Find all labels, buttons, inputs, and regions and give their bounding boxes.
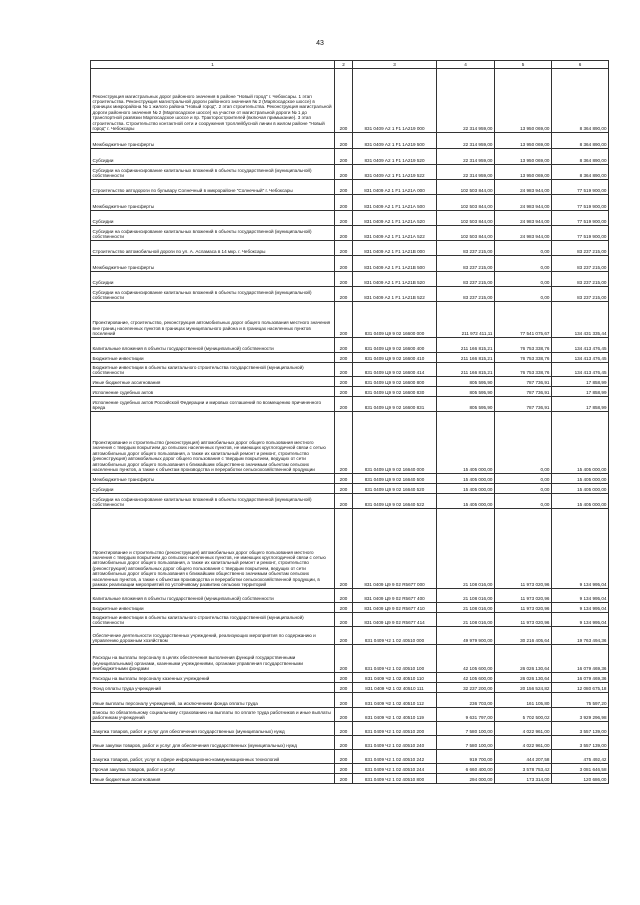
row-grbs: 200 <box>335 708 353 722</box>
row-executed: 161 105,80 <box>495 693 552 708</box>
row-name: Субсидии <box>91 272 335 287</box>
row-name: Исполнение судебных актов <box>91 387 335 397</box>
row-executed: 76 753 338,76 <box>495 338 552 353</box>
table-row <box>91 673 609 683</box>
row-name: Проектирование и строительство (реконструкция) автомобильных дорог общего пользования местного значения с твердым покрытием до сельских населенных пунктов, не имеющих круглогодичной связи с сетью автомобильных дорог общего пользования, а также их капитальный ремонт и ремонт, строительство (реконструкция) автомобильных дорог общего пользования с твердым покрытием, ведущих от сети автомобильных дорог общего пользования к ближайшим общественно значимым объектам сельских населенных пунктов, а также к объектам производства и переработки сельскохозяйственной продукции, в рамках реализации мероприятий по устойчивому развитию сельских территорий <box>91 509 335 589</box>
row-remaining: 3 557 139,00 <box>552 736 609 750</box>
row-grbs: 200 <box>335 195 353 211</box>
row-planned: 919 700,00 <box>437 750 495 764</box>
row-planned: 83 237 215,00 <box>437 272 495 287</box>
row-name: Иные выплаты персоналу учреждений, за исключением фонда оплаты труда <box>91 693 335 708</box>
column-header: 2 <box>335 61 353 69</box>
row-name: Межбюджетные трансферты <box>91 195 335 211</box>
row-planned: 21 108 016,00 <box>437 589 495 603</box>
row-planned: 49 979 900,00 <box>437 627 495 645</box>
row-executed: 13 950 069,00 <box>495 69 552 133</box>
table-row <box>91 272 609 287</box>
row-code: 831 0409 Ц9 9 02 16600 400 <box>353 338 437 353</box>
row-code: 831 0409 Ц9 9 02 16640 522 <box>353 494 437 509</box>
row-name: Взносы по обязательному социальному страхованию на выплаты по оплате труда работников и иные выплаты работникам учреждений <box>91 708 335 722</box>
row-remaining: 75 597,20 <box>552 693 609 708</box>
row-grbs: 200 <box>335 377 353 387</box>
row-remaining: 77 519 900,00 <box>552 180 609 195</box>
row-code: 831 0409 А2 1 F1 1А21В 522 <box>353 287 437 302</box>
row-planned: 211 166 815,21 <box>437 338 495 353</box>
row-remaining: 15 405 000,00 <box>552 494 609 509</box>
row-grbs: 200 <box>335 683 353 693</box>
row-planned: 22 314 959,00 <box>437 165 495 180</box>
row-remaining: 120 686,00 <box>552 774 609 784</box>
row-code: 831 0409 Ц9 9 02 16600 414 <box>353 363 437 377</box>
row-executed: 0,00 <box>495 412 552 474</box>
row-grbs: 200 <box>335 764 353 774</box>
row-grbs: 200 <box>335 774 353 784</box>
table-row <box>91 774 609 784</box>
row-remaining: 3 081 646,58 <box>552 764 609 774</box>
row-remaining: 19 763 494,36 <box>552 627 609 645</box>
row-grbs: 200 <box>335 165 353 180</box>
row-planned: 22 314 959,00 <box>437 69 495 133</box>
row-code: 831 0409 А2 1 F1 1А219 000 <box>353 69 437 133</box>
row-grbs: 200 <box>335 133 353 149</box>
row-planned: 22 314 959,00 <box>437 133 495 149</box>
row-grbs: 200 <box>335 272 353 287</box>
row-grbs: 200 <box>335 363 353 377</box>
row-executed: 77 541 075,67 <box>495 302 552 338</box>
table-row <box>91 338 609 353</box>
row-name: Субсидии <box>91 149 335 165</box>
row-code: 831 0409 Ц9 9 02 R5677 410 <box>353 603 437 613</box>
row-code: 831 0409 Ч2 1 02 40510 112 <box>353 693 437 708</box>
row-code: 831 0409 Ц9 9 02 16600 800 <box>353 377 437 387</box>
row-executed: 787 736,91 <box>495 387 552 397</box>
row-remaining: 3 929 296,98 <box>552 708 609 722</box>
row-remaining: 77 519 900,00 <box>552 195 609 211</box>
row-remaining: 3 557 139,00 <box>552 722 609 736</box>
row-planned: 83 237 215,00 <box>437 287 495 302</box>
row-remaining: 83 237 215,00 <box>552 272 609 287</box>
header-row <box>91 61 609 69</box>
row-grbs: 200 <box>335 693 353 708</box>
row-executed: 13 950 069,00 <box>495 133 552 149</box>
row-code: 831 0409 А2 1 F1 1А21А 520 <box>353 211 437 226</box>
row-grbs: 200 <box>335 387 353 397</box>
table-row <box>91 484 609 494</box>
row-executed: 0,00 <box>495 474 552 484</box>
table-row <box>91 287 609 302</box>
column-header: 3 <box>353 61 437 69</box>
row-executed: 76 753 338,76 <box>495 353 552 363</box>
row-planned: 805 595,90 <box>437 387 495 397</box>
table-row <box>91 363 609 377</box>
row-code: 831 0409 Ч2 1 02 40510 244 <box>353 764 437 774</box>
table-row <box>91 133 609 149</box>
row-planned: 42 105 600,00 <box>437 645 495 673</box>
row-executed: 13 950 069,00 <box>495 165 552 180</box>
row-planned: 211 166 815,21 <box>437 353 495 363</box>
row-executed: 0,00 <box>495 287 552 302</box>
row-executed: 4 022 961,00 <box>495 722 552 736</box>
row-remaining: 77 519 900,00 <box>552 211 609 226</box>
row-planned: 805 595,90 <box>437 397 495 412</box>
row-planned: 102 503 844,00 <box>437 226 495 241</box>
row-code: 831 0409 А2 1 F1 1А21В 000 <box>353 241 437 256</box>
row-name: Бюджетные инвестиции <box>91 353 335 363</box>
table-row <box>91 683 609 693</box>
row-executed: 11 973 020,96 <box>495 613 552 627</box>
row-grbs: 200 <box>335 736 353 750</box>
row-grbs: 200 <box>335 613 353 627</box>
row-grbs: 200 <box>335 494 353 509</box>
row-planned: 102 503 844,00 <box>437 195 495 211</box>
row-remaining: 134 413 476,45 <box>552 363 609 377</box>
row-grbs: 200 <box>335 484 353 494</box>
table-row <box>91 603 609 613</box>
column-header: 5 <box>495 61 552 69</box>
row-executed: 76 753 338,76 <box>495 363 552 377</box>
row-executed: 0,00 <box>495 494 552 509</box>
row-code: 831 0409 Ц9 9 02 16640 500 <box>353 474 437 484</box>
row-code: 831 0409 Ч2 1 02 40510 119 <box>353 708 437 722</box>
column-header: 4 <box>437 61 495 69</box>
row-code: 831 0409 Ч2 1 02 40510 110 <box>353 673 437 683</box>
row-planned: 42 105 600,00 <box>437 673 495 683</box>
row-remaining: 9 134 995,04 <box>552 613 609 627</box>
row-planned: 21 108 016,00 <box>437 603 495 613</box>
row-code: 831 0409 Ц9 9 02 16600 410 <box>353 353 437 363</box>
row-name: Обеспечение деятельности государственных учреждений, реализующих мероприятия по содержанию и управлению дорожным хозяйством <box>91 627 335 645</box>
row-planned: 211 166 815,21 <box>437 363 495 377</box>
row-executed: 20 156 524,82 <box>495 683 552 693</box>
row-remaining: 134 413 476,45 <box>552 353 609 363</box>
row-name: Субсидии <box>91 211 335 226</box>
row-remaining: 15 405 000,00 <box>552 484 609 494</box>
row-planned: 21 108 016,00 <box>437 613 495 627</box>
row-grbs: 200 <box>335 149 353 165</box>
row-code: 831 0409 Ч2 1 02 40510 200 <box>353 722 437 736</box>
row-planned: 22 314 959,00 <box>437 149 495 165</box>
row-remaining: 15 405 000,00 <box>552 412 609 474</box>
row-remaining: 83 237 215,00 <box>552 241 609 256</box>
row-executed: 24 983 944,00 <box>495 180 552 195</box>
row-name: Закупка товаров, работ, услуг в сфере информационно-коммуникационных технологий <box>91 750 335 764</box>
row-remaining: 475 492,42 <box>552 750 609 764</box>
row-grbs: 200 <box>335 69 353 133</box>
row-code: 831 0409 Ц9 9 02 16600 000 <box>353 302 437 338</box>
row-grbs: 200 <box>335 673 353 683</box>
row-executed: 24 983 944,00 <box>495 211 552 226</box>
row-grbs: 200 <box>335 474 353 484</box>
row-code: 831 0409 А2 1 F1 1А219 520 <box>353 149 437 165</box>
row-planned: 102 503 844,00 <box>437 180 495 195</box>
row-grbs: 200 <box>335 397 353 412</box>
row-name: Субсидии на софинансирование капитальных вложений в объекты государственной (муниципальной) собственности <box>91 287 335 302</box>
row-remaining: 12 080 675,18 <box>552 683 609 693</box>
table-row <box>91 387 609 397</box>
row-executed: 11 973 020,96 <box>495 603 552 613</box>
row-executed: 11 973 020,96 <box>495 589 552 603</box>
row-grbs: 200 <box>335 412 353 474</box>
row-executed: 0,00 <box>495 272 552 287</box>
row-remaining: 9 134 995,04 <box>552 603 609 613</box>
row-grbs: 200 <box>335 722 353 736</box>
row-grbs: 200 <box>335 211 353 226</box>
row-remaining: 8 364 890,00 <box>552 149 609 165</box>
row-grbs: 200 <box>335 750 353 764</box>
row-name: Расходы на выплаты персоналу в целях обеспечения выполнения функций государственными (муниципальными) органами, казенными учреждениями, органами управления государственными внебюджетными фондами <box>91 645 335 673</box>
column-header: 1 <box>91 61 335 69</box>
row-grbs: 200 <box>335 589 353 603</box>
page-number: 43 <box>316 40 324 47</box>
row-executed: 11 973 020,96 <box>495 509 552 589</box>
row-executed: 24 983 944,00 <box>495 195 552 211</box>
row-name: Бюджетные инвестиции <box>91 603 335 613</box>
row-name: Строительство автомобильной дороги по ул. А. Асламаса в 14 мкр. г. Чебоксары <box>91 241 335 256</box>
table-row <box>91 589 609 603</box>
table-row <box>91 645 609 673</box>
row-code: 831 0409 Ц9 9 02 R5677 400 <box>353 589 437 603</box>
row-name: Прочая закупка товаров, работ и услуг <box>91 764 335 774</box>
row-executed: 5 702 500,02 <box>495 708 552 722</box>
row-name: Бюджетные инвестиции в объекты капитального строительства государственной (муниципальной) собственности <box>91 613 335 627</box>
table-row <box>91 256 609 272</box>
row-planned: 805 595,90 <box>437 377 495 387</box>
table-row <box>91 211 609 226</box>
row-grbs: 200 <box>335 256 353 272</box>
row-planned: 6 660 400,00 <box>437 764 495 774</box>
row-planned: 102 503 844,00 <box>437 211 495 226</box>
row-code: 831 0409 А2 1 F1 1А21А 500 <box>353 195 437 211</box>
row-remaining: 16 079 469,36 <box>552 645 609 673</box>
row-remaining: 134 413 476,45 <box>552 338 609 353</box>
row-executed: 26 026 130,64 <box>495 673 552 683</box>
row-name: Фонд оплаты труда учреждений <box>91 683 335 693</box>
row-name: Расходы на выплаты персоналу казенных учреждений <box>91 673 335 683</box>
row-name: Иные бюджетные ассигнования <box>91 377 335 387</box>
row-planned: 15 405 000,00 <box>437 484 495 494</box>
table-row <box>91 627 609 645</box>
budget-table <box>90 60 609 784</box>
row-name: Межбюджетные трансферты <box>91 256 335 272</box>
row-grbs: 200 <box>335 302 353 338</box>
row-planned: 7 580 100,00 <box>437 736 495 750</box>
row-planned: 9 631 797,00 <box>437 708 495 722</box>
row-planned: 294 000,00 <box>437 774 495 784</box>
row-planned: 21 108 016,00 <box>437 509 495 589</box>
row-code: 831 0409 Ц9 9 02 R5677 414 <box>353 613 437 627</box>
row-planned: 15 405 000,00 <box>437 494 495 509</box>
table-row <box>91 764 609 774</box>
column-header: 6 <box>552 61 609 69</box>
row-code: 831 0409 А2 1 F1 1А21А 522 <box>353 226 437 241</box>
table-row <box>91 613 609 627</box>
row-executed: 444 207,58 <box>495 750 552 764</box>
row-grbs: 200 <box>335 509 353 589</box>
row-executed: 787 736,91 <box>495 397 552 412</box>
row-grbs: 200 <box>335 603 353 613</box>
row-code: 831 0409 Ц9 9 02 16640 520 <box>353 484 437 494</box>
row-code: 831 0409 А2 1 F1 1А21В 520 <box>353 272 437 287</box>
table-row <box>91 180 609 195</box>
table-row <box>91 750 609 764</box>
row-name: Капитальные вложения в объекты государственной (муниципальной) собственности <box>91 338 335 353</box>
row-executed: 0,00 <box>495 484 552 494</box>
table-row <box>91 69 609 133</box>
row-name: Субсидии на софинансирование капитальных вложений в объекты государственной (муниципальной) собственности <box>91 494 335 509</box>
table-row <box>91 509 609 589</box>
row-code: 831 0409 А2 1 F1 1А219 500 <box>353 133 437 149</box>
row-code: 831 0409 Ч2 1 02 40510 111 <box>353 683 437 693</box>
table-row <box>91 397 609 412</box>
row-executed: 13 950 069,00 <box>495 149 552 165</box>
row-executed: 173 314,00 <box>495 774 552 784</box>
row-name: Иные бюджетные ассигнования <box>91 774 335 784</box>
row-grbs: 200 <box>335 338 353 353</box>
row-code: 831 0409 А2 1 F1 1А21В 500 <box>353 256 437 272</box>
table-row <box>91 226 609 241</box>
row-remaining: 15 405 000,00 <box>552 474 609 484</box>
table-row <box>91 474 609 484</box>
row-grbs: 200 <box>335 226 353 241</box>
row-planned: 32 237 200,00 <box>437 683 495 693</box>
row-remaining: 83 237 215,00 <box>552 256 609 272</box>
table-row <box>91 195 609 211</box>
row-executed: 787 736,91 <box>495 377 552 387</box>
table-row <box>91 377 609 387</box>
row-planned: 15 405 000,00 <box>437 412 495 474</box>
row-grbs: 200 <box>335 287 353 302</box>
table-row <box>91 693 609 708</box>
row-planned: 83 237 215,00 <box>437 256 495 272</box>
row-code: 831 0409 Ч2 1 02 40510 240 <box>353 736 437 750</box>
row-planned: 15 405 000,00 <box>437 474 495 484</box>
row-planned: 236 703,00 <box>437 693 495 708</box>
row-remaining: 8 364 890,00 <box>552 165 609 180</box>
table-row <box>91 149 609 165</box>
row-remaining: 8 364 890,00 <box>552 69 609 133</box>
row-executed: 3 578 753,42 <box>495 764 552 774</box>
row-grbs: 200 <box>335 241 353 256</box>
row-remaining: 17 858,99 <box>552 397 609 412</box>
table-row <box>91 302 609 338</box>
table-row <box>91 722 609 736</box>
row-executed: 4 022 961,00 <box>495 736 552 750</box>
row-name: Субсидии на софинансирование капитальных вложений в объекты государственной (муниципальной) собственности <box>91 226 335 241</box>
row-code: 831 0409 Ц9 9 02 16600 830 <box>353 387 437 397</box>
row-executed: 24 983 944,00 <box>495 226 552 241</box>
row-name: Капитальные вложения в объекты государственной (муниципальной) собственности <box>91 589 335 603</box>
table-row <box>91 241 609 256</box>
row-remaining: 17 858,99 <box>552 387 609 397</box>
row-name: Исполнение судебных актов Российской Федерации и мировых соглашений по возмещению причиненного вреда <box>91 397 335 412</box>
row-remaining: 8 364 890,00 <box>552 133 609 149</box>
row-name: Бюджетные инвестиции в объекты капитального строительства государственной (муниципальной) собственности <box>91 363 335 377</box>
row-name: Субсидии на софинансирование капитальных вложений в объекты государственной (муниципальной) собственности <box>91 165 335 180</box>
row-planned: 83 237 215,00 <box>437 241 495 256</box>
row-grbs: 200 <box>335 180 353 195</box>
row-code: 831 0409 А2 1 F1 1А219 522 <box>353 165 437 180</box>
table-row <box>91 708 609 722</box>
row-code: 831 0409 Ч2 1 02 40510 100 <box>353 645 437 673</box>
row-grbs: 200 <box>335 645 353 673</box>
row-name: Строительство автодороги по бульвару Солнечный в микрорайоне "Солнечный" г. Чебоксары <box>91 180 335 195</box>
row-name: Проектирование и строительство (реконструкция) автомобильных дорог общего пользования местного значения с твердым покрытием до сельских населенных пунктов, не имеющих круглогодичной связи с сетью автомобильных дорог общего пользования, а также их капитальный ремонт и ремонт, строительство (реконструкция) автомобильных дорог общего пользования с твердым покрытием, ведущих от сети автомобильных дорог общего пользования к ближайшим общественно значимым объектам сельских населенных пунктов, а также к объектам производства и переработки сельскохозяйственной продукции <box>91 412 335 474</box>
row-name: Межбюджетные трансферты <box>91 474 335 484</box>
row-executed: 26 026 130,64 <box>495 645 552 673</box>
row-name: Проектирование, строительство, реконструкция автомобильных дорог общего пользования местного значения вне границ населенных пунктов в границах муниципального района и в границах населенных пунктов поселений <box>91 302 335 338</box>
row-planned: 211 972 411,11 <box>437 302 495 338</box>
row-code: 831 0409 Ч2 1 02 40510 800 <box>353 774 437 784</box>
row-remaining: 16 079 469,36 <box>552 673 609 683</box>
table-row <box>91 736 609 750</box>
row-code: 831 0409 Ц9 9 02 16600 831 <box>353 397 437 412</box>
row-name: Межбюджетные трансферты <box>91 133 335 149</box>
row-code: 831 0409 А2 1 F1 1А21А 000 <box>353 180 437 195</box>
row-remaining: 77 519 900,00 <box>552 226 609 241</box>
row-name: Закупка товаров, работ и услуг для обеспечения государственных (муниципальных) нужд <box>91 722 335 736</box>
row-name: Иные закупки товаров, работ и услуг для обеспечения государственных (муниципальных) нужд <box>91 736 335 750</box>
table-row <box>91 165 609 180</box>
row-name: Субсидии <box>91 484 335 494</box>
row-remaining: 134 431 335,44 <box>552 302 609 338</box>
row-remaining: 9 134 995,04 <box>552 589 609 603</box>
row-name: Реконструкция магистральных дорог районного значения в районе "Новый город" г. Чебоксары. 1 этап строительства. Реконструкция магистральной дороги районного значения № 2 (Марпосадское шоссе) в границах микрорайона № 1 жилого района "Новый город". 2 этап строительства. Реконструкция магистральной дороги районного значения № 2 (Марпосадское шоссе) на участке от магистральной дороги № 1 до транспортной развязки Марпосадское шоссе и пр. Тракторостроителей (включая примыкание). 3 этап строительства. Строительство контактной сети и сооружения троллейбусной линии в жилом районе "Новый город" г. Чебоксары <box>91 69 335 133</box>
row-code: 831 0409 Ц9 9 02 R5677 000 <box>353 509 437 589</box>
row-code: 831 0409 Ц9 9 02 16640 000 <box>353 412 437 474</box>
row-planned: 7 580 100,00 <box>437 722 495 736</box>
row-executed: 0,00 <box>495 241 552 256</box>
table-row <box>91 412 609 474</box>
row-remaining: 9 134 995,04 <box>552 509 609 589</box>
row-remaining: 17 858,99 <box>552 377 609 387</box>
row-grbs: 200 <box>335 627 353 645</box>
row-executed: 30 216 405,64 <box>495 627 552 645</box>
row-grbs: 200 <box>335 353 353 363</box>
table-row <box>91 494 609 509</box>
row-remaining: 83 237 215,00 <box>552 287 609 302</box>
table-row <box>91 353 609 363</box>
row-code: 831 0409 Ч2 1 02 40510 000 <box>353 627 437 645</box>
row-executed: 0,00 <box>495 256 552 272</box>
row-code: 831 0409 Ч2 1 02 40510 242 <box>353 750 437 764</box>
